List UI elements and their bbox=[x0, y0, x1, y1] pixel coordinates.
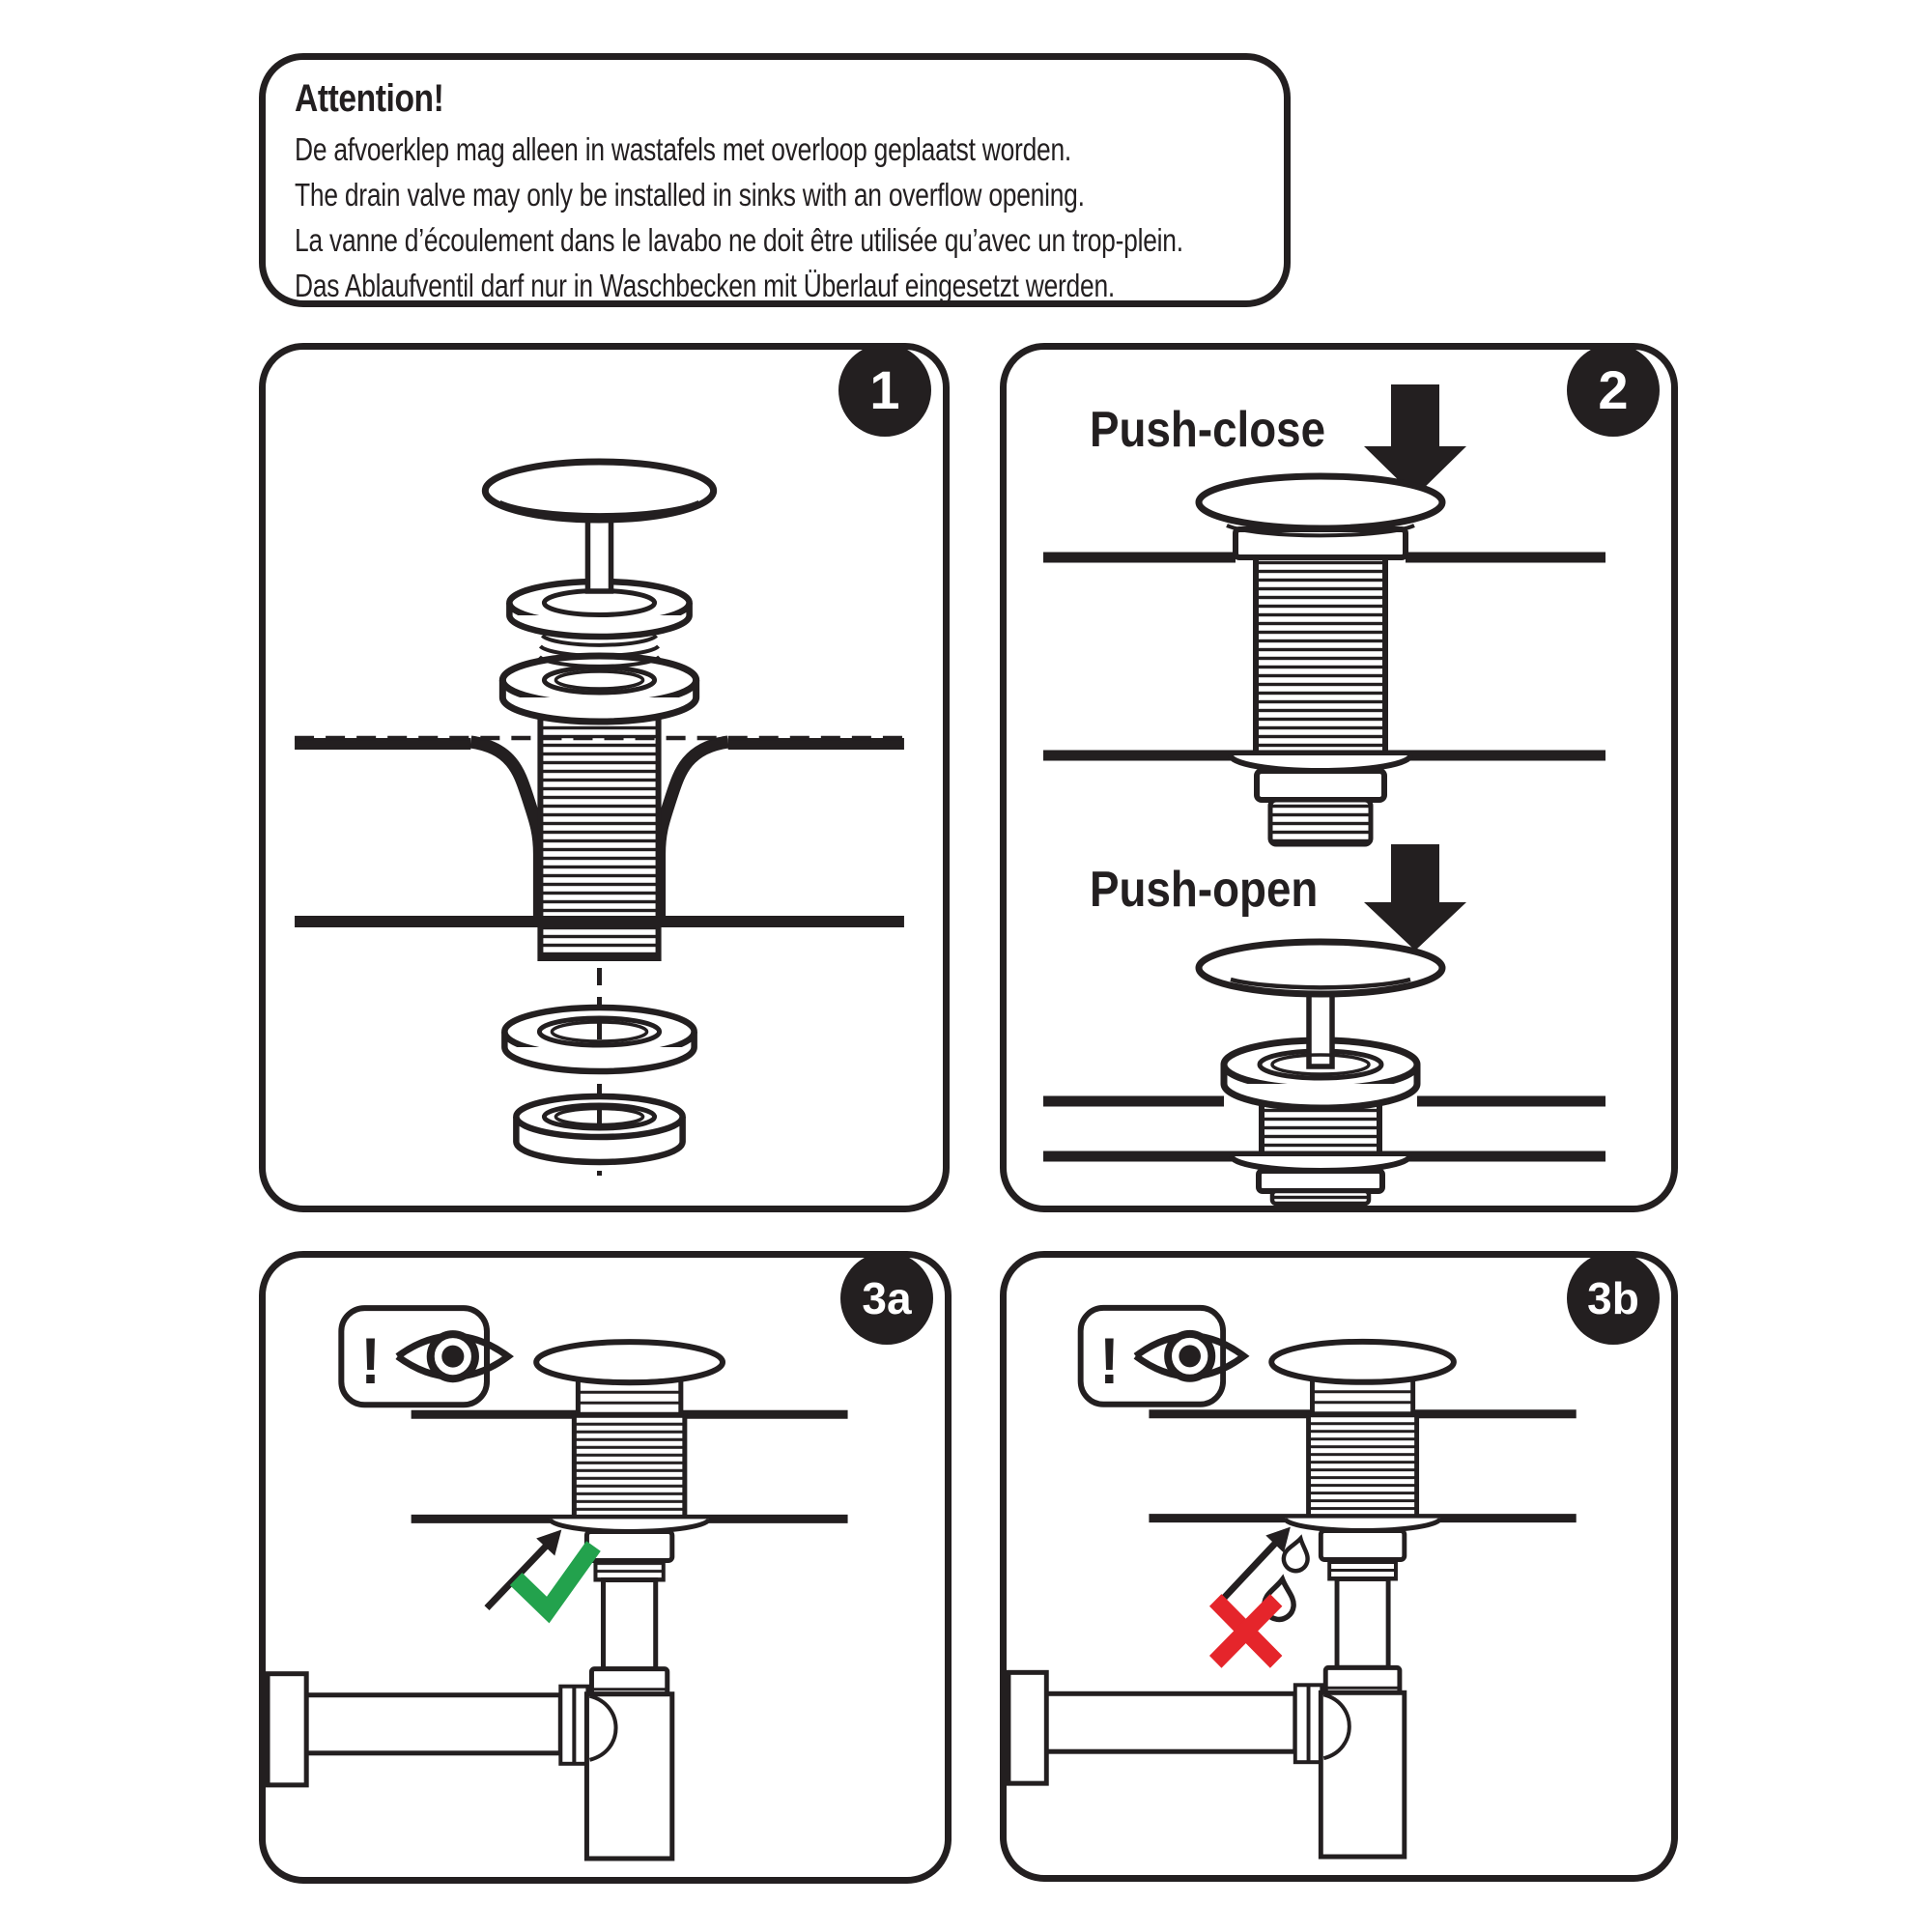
correct-installation-diagram bbox=[266, 1258, 945, 1877]
attention-line-nl: De afvoerklep mag alleen in wastafels met overloop geplaatst worden. bbox=[295, 131, 1072, 167]
slip-nut-ring bbox=[516, 1096, 682, 1162]
exploded-assembly-diagram bbox=[266, 350, 943, 1206]
panel-step-3a bbox=[259, 1251, 952, 1884]
wall-pipe bbox=[293, 1695, 560, 1753]
push-close-open-diagram bbox=[1007, 350, 1671, 1206]
tailpipe bbox=[1337, 1578, 1388, 1667]
panel-step-2 bbox=[1000, 343, 1678, 1212]
panel-step-1 bbox=[259, 343, 950, 1212]
tailpipe bbox=[603, 1580, 655, 1669]
warning-eye-icon bbox=[1081, 1308, 1244, 1405]
step-badge-2: 2 bbox=[1567, 344, 1660, 437]
push-close-label: Push-close bbox=[1090, 402, 1326, 458]
arrow-down-icon bbox=[1364, 844, 1466, 951]
cap-stem bbox=[587, 516, 611, 591]
panel-step-3b bbox=[1000, 1251, 1678, 1882]
locknut bbox=[1321, 1531, 1404, 1560]
attention-line-de: Das Ablaufventil darf nur in Waschbecken mit Überlauf eingesetzt werden. bbox=[295, 268, 1115, 303]
exclamation-mark: ! bbox=[360, 1323, 381, 1398]
warning-eye-icon bbox=[341, 1308, 508, 1405]
step-badge-3a: 3a bbox=[840, 1252, 933, 1345]
closed-valve bbox=[1043, 476, 1605, 844]
attention-box bbox=[259, 53, 1291, 307]
locknut bbox=[586, 1531, 671, 1560]
step-badge-1: 1 bbox=[838, 344, 931, 437]
wall-flange bbox=[1009, 1672, 1046, 1783]
attention-line-en: The drain valve may only be installed in sinks with an overflow opening. bbox=[295, 177, 1085, 213]
cross-icon bbox=[1215, 1600, 1276, 1662]
wall-flange bbox=[268, 1674, 306, 1785]
drain-cap bbox=[485, 462, 713, 520]
attention-line-fr: La vanne d’écoulement dans le lavabo ne doit être utilisée qu’avec un trop-plein. bbox=[295, 222, 1183, 258]
wall-pipe bbox=[1034, 1693, 1295, 1751]
drain-cap-closed bbox=[1199, 476, 1442, 528]
attention-title: Attention! bbox=[295, 77, 444, 120]
step-badge-3b: 3b bbox=[1567, 1252, 1660, 1345]
push-open-label: Push-open bbox=[1090, 862, 1319, 918]
incorrect-installation-diagram bbox=[1007, 1258, 1671, 1875]
open-valve bbox=[1043, 942, 1605, 1204]
exclamation-mark: ! bbox=[1099, 1323, 1120, 1398]
